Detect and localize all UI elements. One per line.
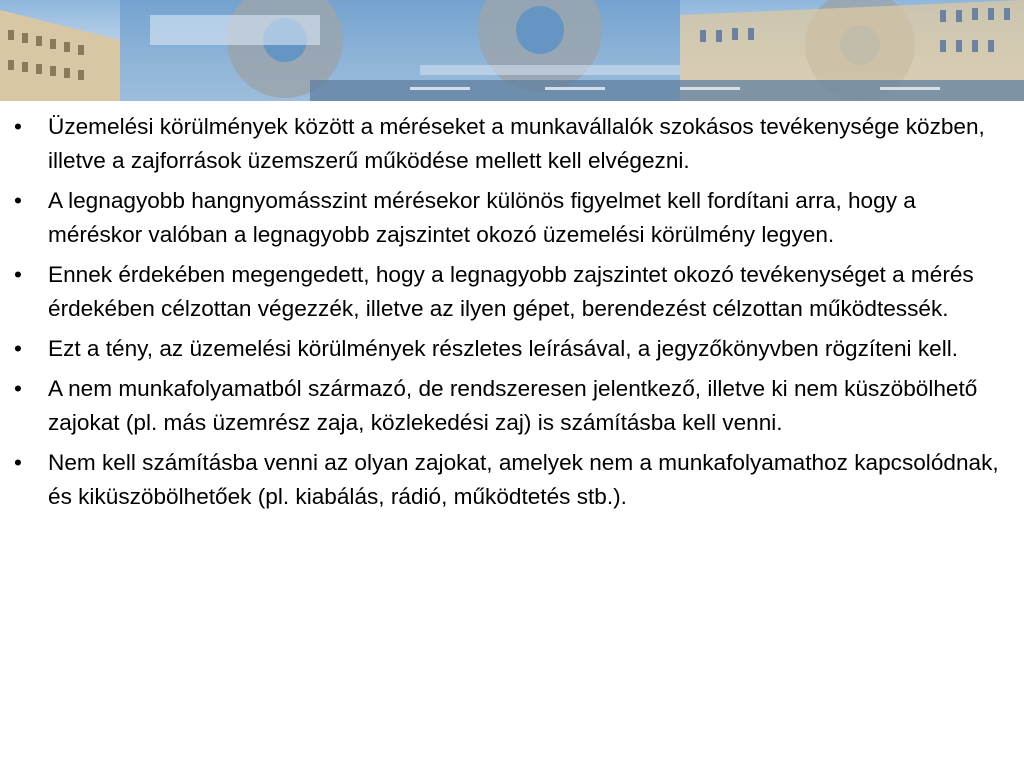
bullet-dot-icon: • — [14, 114, 22, 139]
bullet-text: Ennek érdekében megengedett, hogy a legnagyobb zajszintet okozó tevékenységet a mérés érdekében célzottan végezzék, illetve az ilyen gépet, berendezést célzottan működtessék. — [48, 262, 974, 321]
bullet-item — [0, 332, 1024, 366]
bullet-text: Üzemelési körülmények között a méréseket a munkavállalók szokásos tevékenysége közben, illetve a zajforrások üzemszerű működése mellett kell elvégezni. — [48, 114, 985, 173]
bullet-text: A legnagyobb hangnyomásszint mérésekor különös figyelmet kell fordítani arra, hogy a méréskor valóban a legnagyobb zajszintet okozó üzemelési körülmény legyen. — [48, 188, 916, 247]
bullet-dot-icon: • — [14, 188, 22, 213]
bullet-item — [0, 258, 1024, 326]
slide-content — [0, 110, 1024, 520]
bullet-dot-icon: • — [14, 450, 22, 475]
bullet-dot-icon: • — [14, 262, 22, 287]
bullet-dot-icon: • — [14, 336, 22, 361]
bullet-list — [0, 110, 1024, 514]
bullet-text: Nem kell számításba venni az olyan zajokat, amelyek nem a munkafolyamathoz kapcsolódnak, és kiküszöbölhetőek (pl. kiabálás, rádió, működtetés stb.). — [48, 450, 999, 509]
bullet-item — [0, 184, 1024, 252]
bullet-dot-icon: • — [14, 376, 22, 401]
bullet-text: Ezt a tény, az üzemelési körülmények részletes leírásával, a jegyzőkönyvben rögzíteni kell. — [48, 336, 959, 361]
bullet-item — [0, 372, 1024, 440]
bullet-text: A nem munkafolyamatból származó, de rendszeresen jelentkező, illetve ki nem küszöbölhető zajokat (pl. más üzemrész zaja, közlekedési zaj) is számításba kell venni. — [48, 376, 978, 435]
bullet-item — [0, 110, 1024, 178]
bullet-item — [0, 446, 1024, 514]
banner-graphic — [0, 0, 1024, 101]
header-banner — [0, 0, 1024, 101]
